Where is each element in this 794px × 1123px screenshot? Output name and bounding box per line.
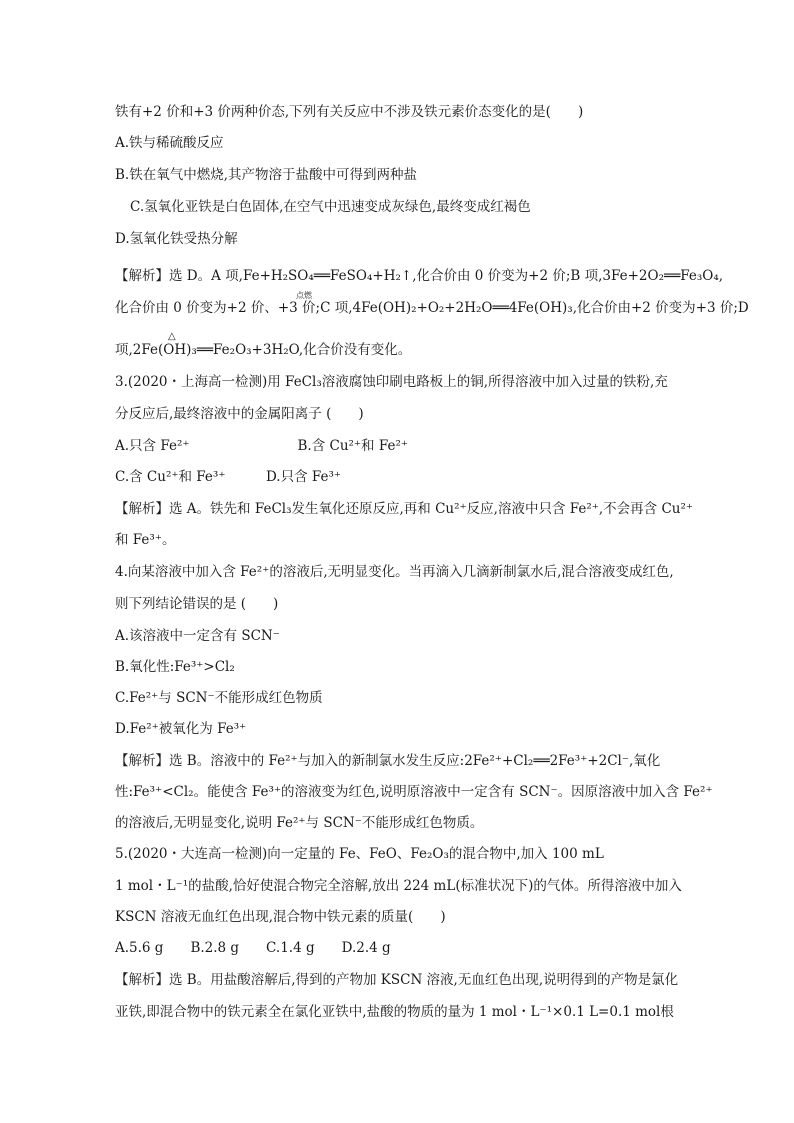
question-3-options-ab: A.只含 Fe²⁺ B.含 Cu²⁺和 Fe²⁺ — [115, 438, 408, 454]
option-b: B.铁在氧气中燃烧,其产物溶于盐酸中可得到两种盐 — [115, 167, 418, 183]
analysis-line: 性:Fe³⁺<Cl₂。能使含 Fe³⁺的溶液变为红色,说明原溶液中一定含有 SCN⁻。因原溶液中加入含 Fe²⁺ — [115, 784, 713, 800]
question-stem: 铁有+2 价和+3 价两种价态,下列有关反应中不涉及铁元素价态变化的是( ) — [115, 104, 584, 120]
option-a: A.铁与稀硫酸反应 — [115, 135, 224, 151]
question-4-stem: 则下列结论错误的是 ( ) — [115, 596, 279, 612]
analysis-line: 和 Fe³⁺。 — [115, 532, 176, 548]
question-5-stem: 1 mol・L⁻¹的盐酸,恰好使混合物完全溶解,放出 224 mL(标准状况下)的气体。所得溶液中加入 — [115, 878, 682, 894]
option-d: D.氢氧化铁受热分解 — [115, 231, 238, 247]
question-5-stem: 5.(2020・大连高一检测)向一定量的 Fe、FeO、Fe₂O₃的混合物中,加入 100 mL — [115, 846, 604, 862]
question-3-stem: 3.(2020・上海高一检测)用 FeCl₃溶液腐蚀印刷电路板上的铜,所得溶液中加入过量的铁粉,充 — [115, 374, 668, 390]
analysis-line: 化合价由 0 价变为+2 价、+3 价;C 项,4Fe(OH)₂+O₂+2H₂O══4Fe(OH)₃,化合价由+2 价变为+3 价;D — [115, 300, 749, 316]
reaction-condition-heat: △ — [168, 331, 176, 342]
option-d: D.Fe²⁺被氧化为 Fe³⁺ — [115, 721, 247, 737]
analysis-line: 【解析】选 B。溶液中的 Fe²⁺与加入的新制氯水发生反应:2Fe²⁺+Cl₂══2Fe³⁺+2Cl⁻,氧化 — [115, 753, 661, 769]
option-b: B.氧化性:Fe³⁺>Cl₂ — [115, 659, 235, 675]
analysis-line: 【解析】选 A。铁先和 FeCl₃发生氧化还原反应,再和 Cu²⁺反应,溶液中只含 Fe²⁺,不会再含 Cu²⁺ — [115, 501, 694, 517]
analysis-line: 亚铁,即混合物中的铁元素全在氯化亚铁中,盐酸的物质的量为 1 mol・L⁻¹×0.1 L=0.1 mol根 — [115, 1004, 674, 1020]
question-3-stem: 分反应后,最终溶液中的金属阳离子 ( ) — [115, 406, 364, 422]
question-4-stem: 4.向某溶液中加入含 Fe²⁺的溶液后,无明显变化。当再滴入几滴新制氯水后,混合溶液变成红色, — [115, 564, 674, 580]
option-c: C.Fe²⁺与 SCN⁻不能形成红色物质 — [115, 690, 323, 706]
analysis-line: 项,2Fe(OH)₃══Fe₂O₃+3H₂O,化合价没有变化。 — [115, 342, 412, 358]
question-3-options-cd: C.含 Cu²⁺和 Fe³⁺ D.只含 Fe³⁺ — [115, 469, 342, 485]
option-a: A.该溶液中一定含有 SCN⁻ — [115, 628, 280, 644]
reaction-condition-ignite: 点燃 — [296, 291, 312, 300]
analysis-line: 【解析】选 D。A 项,Fe+H₂SO₄══FeSO₄+H₂↑,化合价由 0 价变为+2 价;B 项,3Fe+2O₂══Fe₃O₄, — [115, 268, 724, 284]
option-c: C.氢氧化亚铁是白色固体,在空气中迅速变成灰绿色,最终变成红褐色 — [130, 199, 531, 215]
question-5-stem: KSCN 溶液无血红色出现,混合物中铁元素的质量( ) — [115, 909, 446, 925]
analysis-line: 【解析】选 B。用盐酸溶解后,得到的产物加 KSCN 溶液,无血红色出现,说明得到的产物是氯化 — [115, 972, 679, 988]
question-5-options: A.5.6 g B.2.8 g C.1.4 g D.2.4 g — [115, 940, 391, 956]
analysis-line: 的溶液后,无明显变化,说明 Fe²⁺与 SCN⁻不能形成红色物质。 — [115, 815, 484, 831]
